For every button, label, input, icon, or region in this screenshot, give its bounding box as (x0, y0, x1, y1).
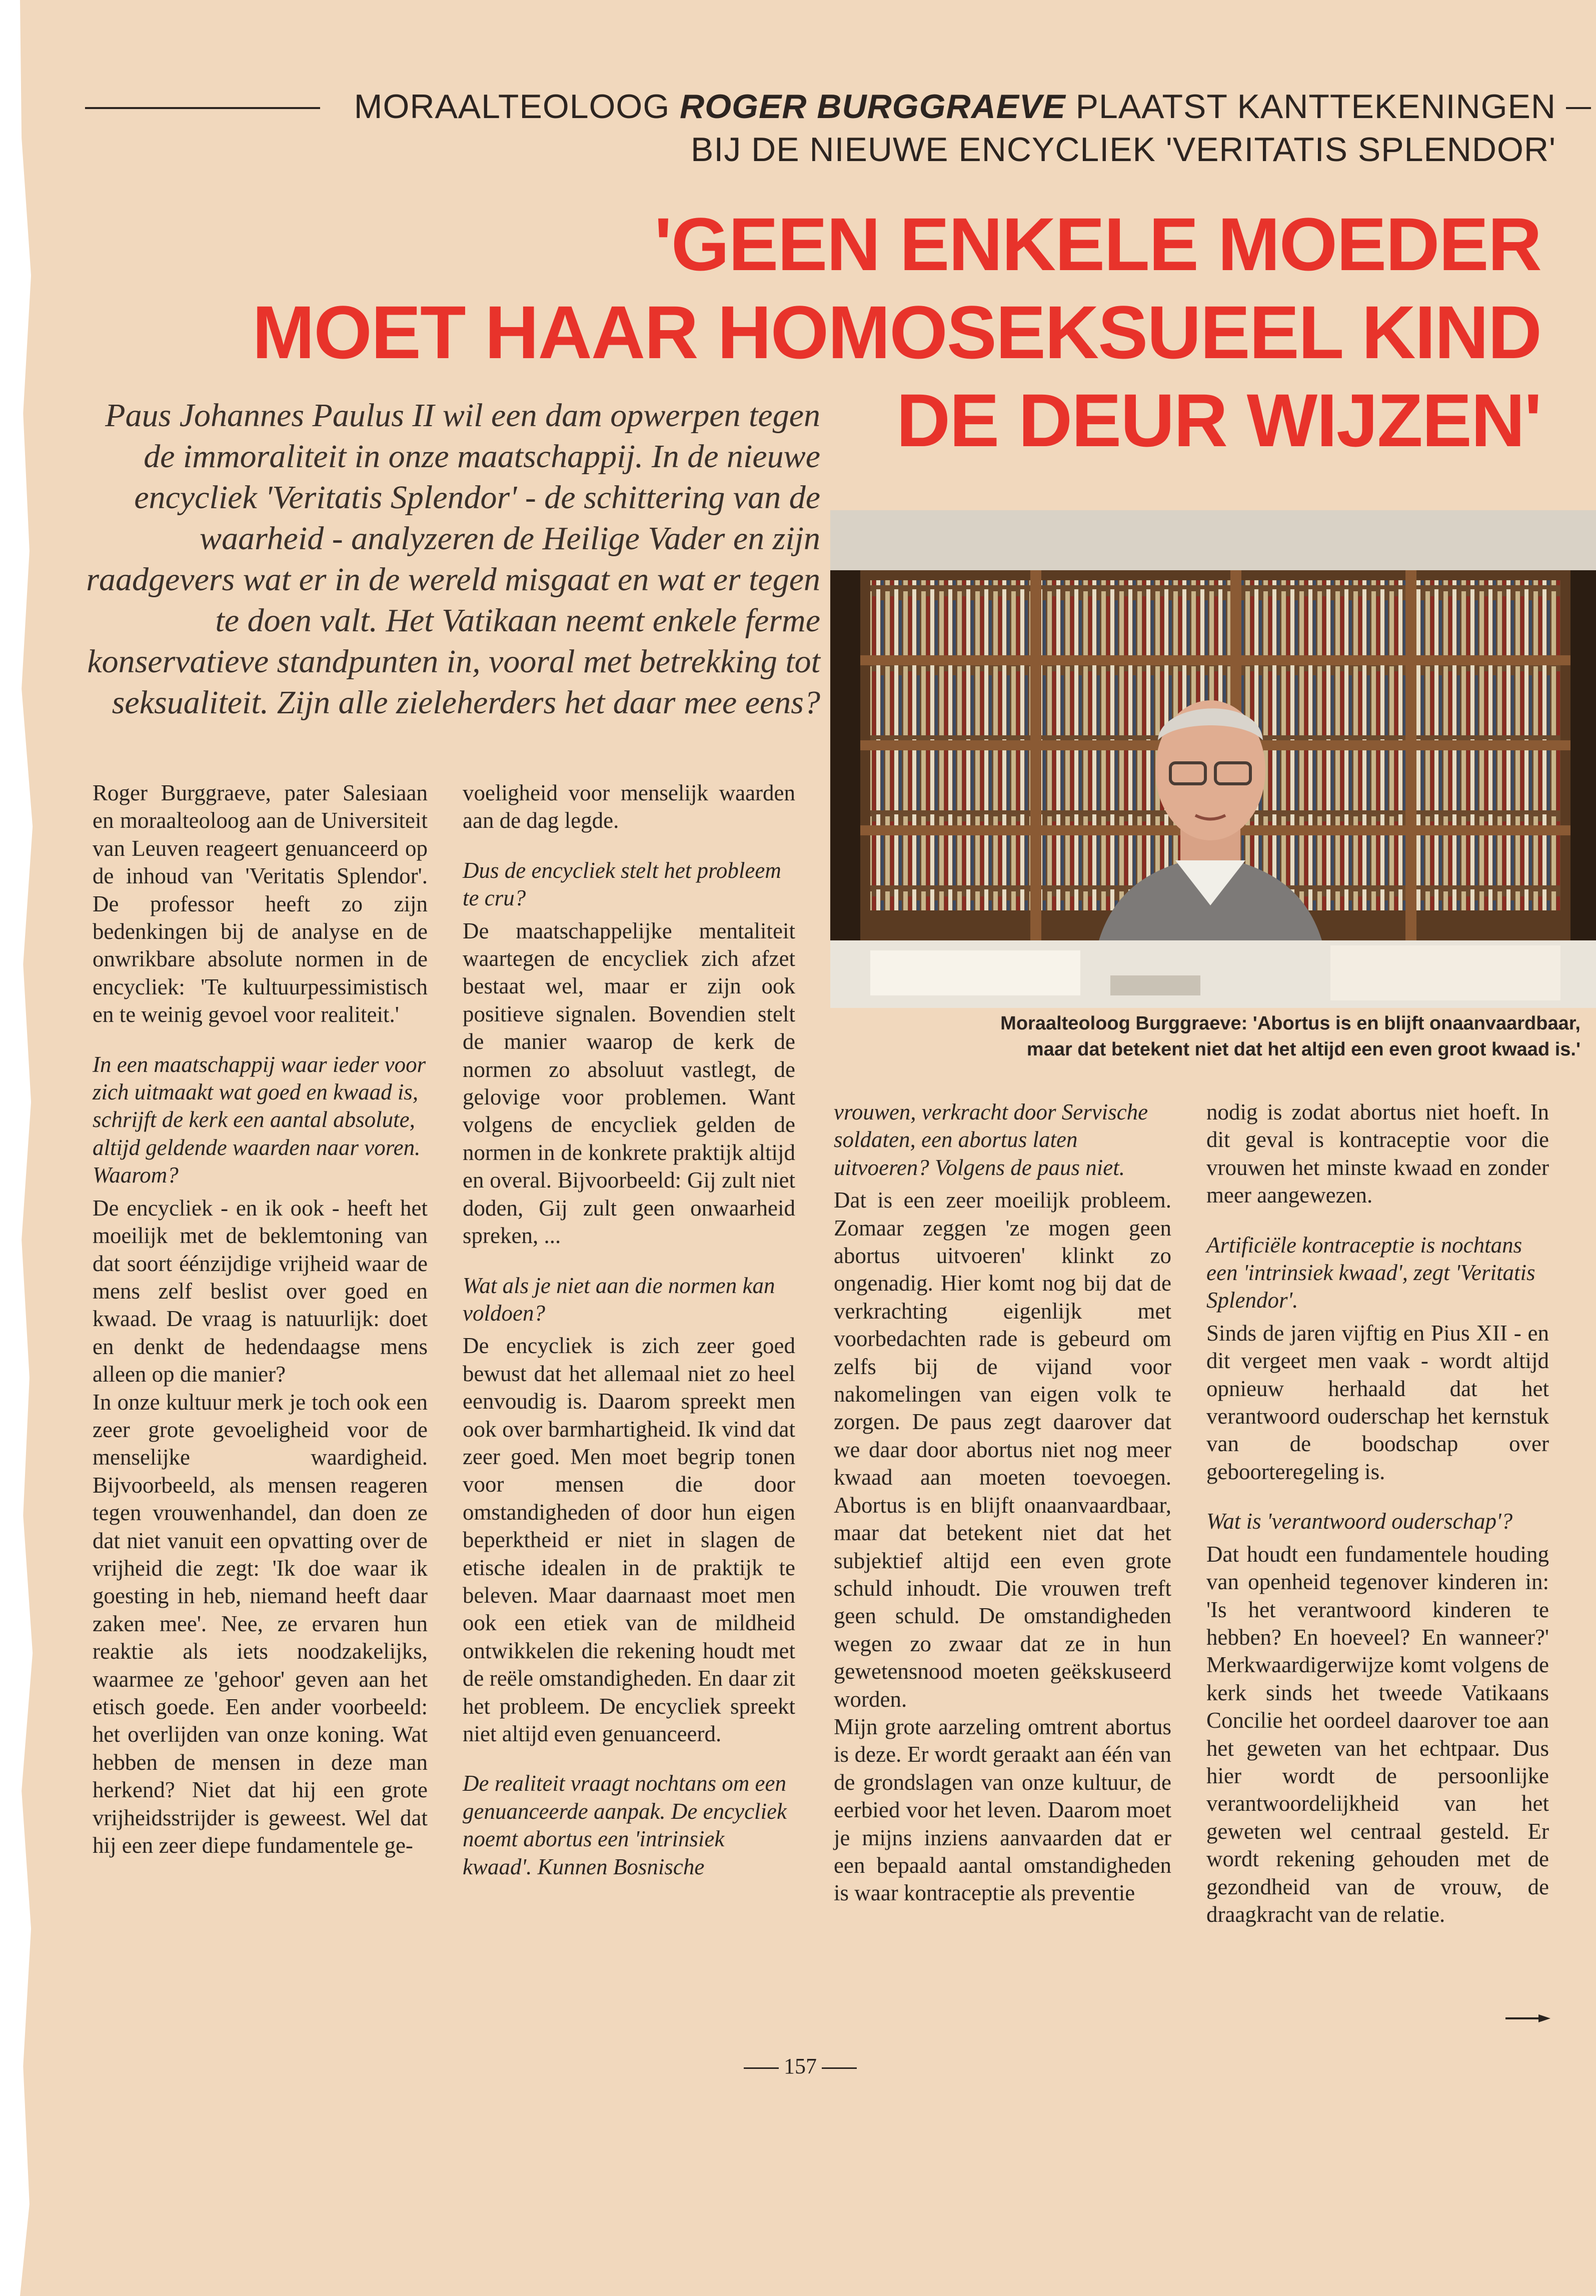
interview-question: vrouwen, verkracht door Servische soldaten, een abortus laten uitvoeren? Volgens de paus niet. (834, 1099, 1148, 1180)
intro-paragraph: Paus Johannes Paulus II wil een dam opwerpen tegen de immoraliteit in onze maatschappij. In de nieuwe encycliek 'Veritatis Splendor' - de schittering van de waarheid - analyzeren de Heilige Vader en zijn raadgevers wat er in de wereld misgaat en wat er tegen te doen valt. Het Vatikaan neemt enkele ferme konservatieve standpunten in, vooral met betrekking tot seksualiteit. Zijn alle zieleherders het daar mee eens? (86, 397, 820, 721)
kicker-line-1-post: PLAATST KANTTEKENINGEN (1065, 88, 1556, 126)
portrait-photo (830, 510, 1596, 1008)
paragraph: Roger Burggraeve, pater Salesiaan en moraalteoloog aan de Universiteit van Leuven reageert genuanceerd op de inhoud van 'Veritatis Splendor'. De professor heeft zo zijn bedenkingen bij de analyse en de onwrikbare absolute normen in de encycliek: 'Te kultuurpessimistisch en te weinig gevoel voor realiteit.' (93, 780, 428, 1027)
interview-question: In een maatschappij waar ieder voor zich uitmaakt wat goed en kwaad is, schrijft de kerk een aantal absolute, altijd geldende waarden naar voren. Waarom? (93, 1051, 426, 1188)
kicker-line-2: BIJ DE NIEUWE ENCYCLIEK 'VERITATIS SPLENDOR' (691, 131, 1556, 169)
paragraph: De maatschappelijke mentaliteit waartegen de encycliek zich afzet bestaat wel, maar er zijn ook positieve signalen. Bovendien stelt de manier waarop de kerk de normen zo absoluut vastlegt, de gelovige voor problemen. Want volgens de encycliek gelden de normen in de konkrete praktijk altijd en overal. Bijvoorbeeld: Gij zult niet doden, Gij zult geen onwaarheid spreken, ... (463, 918, 795, 1249)
caption-line-1: Moraalteoloog Burggraeve: 'Abortus is en blijft onaanvaardbaar, (1000, 1013, 1580, 1034)
continue-arrow-icon (1505, 2013, 1550, 2023)
kicker-line-1-name: ROGER BURGGRAEVE (680, 88, 1066, 126)
interview-question: De realiteit vraagt nochtans om een genuanceerde aanpak. De encycliek noemt abortus een 'intrinsiek kwaad'. Kunnen Bosnische (463, 1771, 787, 1879)
caption-line-2: maar dat betekent niet dat het altijd een even groot kwaad is.' (1026, 1039, 1580, 1060)
paragraph: De encycliek is zich zeer goed bewust dat het allemaal niet zo heel eenvoudig is. Daarom spreekt men ook over barmhartigheid. Ik vind dat zeer goed. Men moet begrip tonen voor mensen die door omstandigheden of door hun eigen beperktheid er niet in slagen de etische idealen in de praktijk te beleven. Maar daarnaast moet men ook een etiek van de mildheid ontwikkelen die rekening houdt met de reële omstandigheden. En daar zit het probleem. De encycliek spreekt niet altijd even genuanceerd. (463, 1333, 795, 1746)
paragraph: Dat houdt een fundamentele houding van openheid tegenover kinderen in: 'Is het verantwoord kinderen te hebben? En hoeveel? En wanneer?' Merkwaardigerwijze komt volgens de kerk sinds het tweede Vatikaans Concilie het oordeel daarover toe aan het geweten van het echtpaar. Dus hier wordt de persoonlijke verantwoordelijkheid van het geweten wel centraal gesteld. Er wordt rekening gehouden met de gezondheid van de vrouw, de draagkracht van de relatie. (1206, 1541, 1549, 1927)
headline-line-3: DE DEUR WIJZEN' (896, 378, 1541, 462)
kicker-rule-right (1566, 107, 1591, 109)
kicker-line-1-pre: MORAALTEOLOOG (354, 88, 680, 126)
interview-question: Artificiële kontraceptie is nochtans een 'intrinsiek kwaad', zegt 'Veritatis Splendor'. (1206, 1232, 1535, 1313)
kicker-rule-left (85, 107, 320, 109)
interview-question: Wat als je niet aan die normen kan voldoen? (463, 1273, 775, 1326)
kicker (85, 85, 1556, 171)
headline-line-1: 'GEEN ENKELE MOEDER (654, 202, 1541, 286)
paragraph: voeligheid voor menselijk waarden aan de dag legde. (463, 780, 795, 833)
photo-caption (830, 1010, 1580, 1062)
paragraph: Dat is een zeer moeilijk probleem. Zomaar zeggen 'ze mogen geen abortus uitvoeren' klinkt zo ongenadig. Hier komt nog bij dat de verkrachting eigenlijk met voorbedachten rade is gebeurd om zelfs bij de vijand voor nakomelingen van eigen volk te zorgen. De paus zegt daarover dat we daar door abortus niet nog meer kwaad aan moeten toevoegen. Abortus is en blijft onaanvaardbaar, maar dat betekent niet dat het subjektief altijd een even grote schuld inhoudt. Die vrouwen treft geen schuld. De omstandigheden wegen zo zwaar dat ze in hun gewetensnood moeten geëkskuseerd worden. (834, 1188, 1171, 1712)
headline-line-2: MOET HAAR HOMOSEKSUEEL KIND (252, 290, 1541, 374)
column-2 (463, 779, 795, 1886)
photo-illustration (830, 510, 1596, 1008)
column-3 (834, 1098, 1171, 1907)
interview-question: Wat is 'verantwoord ouderschap'? (1206, 1509, 1513, 1534)
page-number: 157 (735, 2053, 865, 2079)
column-1 (93, 779, 428, 1859)
column-4 (1206, 1098, 1549, 1928)
kicker-line-1 (85, 85, 1556, 128)
paragraph: nodig is zodat abortus niet hoeft. In dit geval is kontraceptie voor die vrouwen het minste kwaad en zonder meer aangewezen. (1206, 1099, 1549, 1208)
paragraph: In onze kultuur merk je toch ook een zeer grote gevoeligheid voor de menselijke waardigheid. Bijvoorbeeld, als mensen reageren tegen vrouwenhandel, dan doen ze dat niet vanuit een opvatting over de vrijheid die zegt: 'Ik doe waar ik goesting in heb, niemand heeft daar zaken mee'. Nee, ze ervaren hun reaktie als iets noodzakelijks, waarmee ze 'gehoor' geven aan het etisch goede. Een ander voorbeeld: het overlijden van onze koning. Wat hebben de mensen in deze man herkend? Niet dat hij een grote vrijheidsstrijder is geweest. Wel dat hij een zeer diepe fundamentele ge- (93, 1389, 428, 1858)
paragraph: Sinds de jaren vijftig en Pius XII - en dit vergeet men vaak - wordt altijd opnieuw herhaald dat het verantwoord ouderschap het kernstuk van de boodschap over geboorteregeling is. (1206, 1320, 1549, 1484)
paragraph: De encycliek - en ik ook - heeft het moeilijk met de beklemtoning van dat soort éénzijdige vrijheid waar de mens zelf beslist over goed en kwaad. De vraag is natuurlijk: doet en denkt de hedendaagse mens alleen op die manier? (93, 1195, 428, 1387)
paragraph: Mijn grote aarzeling omtrent abortus is deze. Er wordt geraakt aan één van de grondslagen van onze kultuur, de eerbied voor het leven. Daarom moet je mijns inziens aanvaarden dat er een bepaald aantal omstandigheden is waar kontraceptie als preventie (834, 1714, 1171, 1906)
interview-question: Dus de encycliek stelt het probleem te cru? (463, 857, 781, 911)
